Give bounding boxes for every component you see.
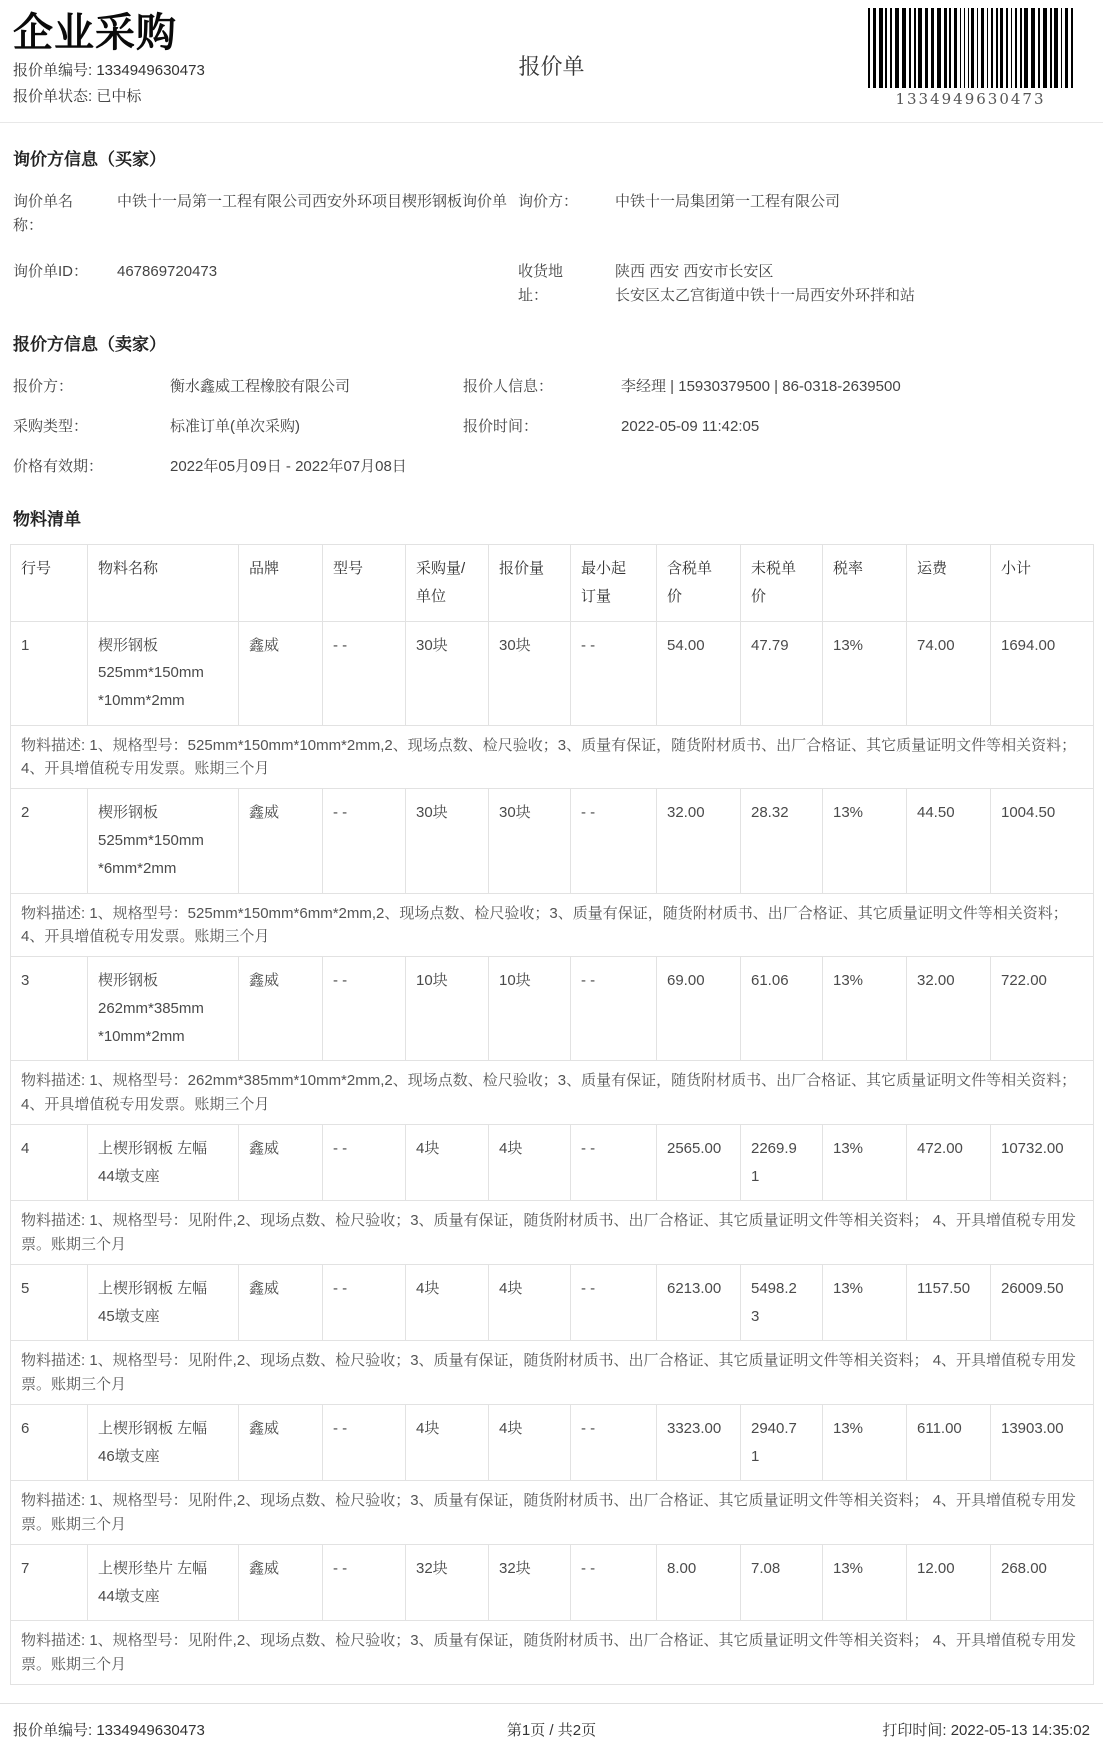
footer-print-label: 打印时间:	[882, 1721, 947, 1739]
cell-tax-rate: 13%	[823, 1544, 907, 1621]
quoter-field	[13, 375, 463, 399]
cell-material-name: 楔形钢板 525mm*150mm*10mm*2mm	[88, 621, 239, 725]
cell-model: - -	[323, 789, 406, 893]
cell-brand: 鑫威	[239, 1544, 323, 1621]
cell-quote-qty: 4块	[489, 1264, 571, 1341]
seller-section-title: 报价方信息（卖家）	[13, 335, 166, 354]
validity-label: 价格有效期：	[13, 458, 104, 475]
cell-material-name: 上楔形垫片 左幅44墩支座	[88, 1544, 239, 1621]
cell-subtotal: 722.00	[991, 957, 1094, 1061]
address-line-2: 长安区太乙宫街道中铁十一局西安外环拌和站	[615, 287, 916, 304]
quote-number-label: 报价单编号:	[13, 62, 93, 79]
cell-row-no: 2	[11, 789, 88, 893]
buyer-section	[0, 123, 1103, 308]
cell-material-name: 上楔形钢板 左幅45墩支座	[88, 1264, 239, 1341]
cell-row-no: 6	[11, 1404, 88, 1481]
barcode-bars	[868, 8, 1073, 88]
inquiry-id-label: 询价单ID：	[13, 263, 89, 280]
table-header-row	[11, 545, 1094, 622]
cell-tax-rate: 13%	[823, 957, 907, 1061]
col-freight: 运费	[907, 545, 991, 622]
seller-fields	[13, 375, 1090, 479]
buyer-section-title: 询价方信息（买家）	[13, 150, 166, 169]
cell-price-no-tax: 2940.71	[741, 1404, 823, 1481]
col-row-no: 行号	[11, 545, 88, 622]
company-logo: 企业采购	[13, 11, 177, 55]
material-description-row	[11, 1201, 1094, 1265]
inquirer-field	[518, 190, 1090, 238]
cell-min-order: - -	[571, 621, 657, 725]
cell-price-tax: 3323.00	[657, 1404, 741, 1481]
cell-tax-rate: 13%	[823, 1124, 907, 1201]
cell-material-name: 楔形钢板 525mm*150mm*6mm*2mm	[88, 789, 239, 893]
quoter-value: 衡水鑫威工程橡胶有限公司	[170, 378, 351, 395]
footer-print-value: 2022-05-13 14:35:02	[950, 1721, 1090, 1739]
cell-material-name: 上楔形钢板 左幅44墩支座	[88, 1124, 239, 1201]
cell-price-tax: 69.00	[657, 957, 741, 1061]
col-model: 型号	[323, 545, 406, 622]
validity-field	[13, 455, 463, 479]
page-title: 报价单	[518, 54, 585, 79]
cell-min-order: - -	[571, 1124, 657, 1201]
cell-purchase-qty: 4块	[406, 1404, 489, 1481]
cell-freight: 74.00	[907, 621, 991, 725]
cell-material-name: 楔形钢板 262mm*385mm*10mm*2mm	[88, 957, 239, 1061]
barcode	[868, 8, 1073, 108]
col-brand: 品牌	[239, 545, 323, 622]
cell-tax-rate: 13%	[823, 1404, 907, 1481]
cell-purchase-qty: 32块	[406, 1544, 489, 1621]
cell-brand: 鑫威	[239, 621, 323, 725]
address-value	[615, 260, 1090, 308]
cell-model: - -	[323, 1404, 406, 1481]
page-footer	[0, 1703, 1103, 1758]
cell-purchase-qty: 4块	[406, 1124, 489, 1201]
cell-brand: 鑫威	[239, 1124, 323, 1201]
cell-quote-qty: 30块	[489, 789, 571, 893]
cell-quote-qty: 10块	[489, 957, 571, 1061]
cell-model: - -	[323, 621, 406, 725]
contact-label: 报价人信息：	[463, 378, 554, 395]
cell-price-no-tax: 28.32	[741, 789, 823, 893]
cell-brand: 鑫威	[239, 789, 323, 893]
footer-quote-value: 1334949630473	[96, 1721, 205, 1739]
col-price-tax: 含税单价	[657, 545, 741, 622]
cell-purchase-qty: 10块	[406, 957, 489, 1061]
cell-purchase-qty: 30块	[406, 789, 489, 893]
cell-quote-qty: 4块	[489, 1124, 571, 1201]
barcode-number: 1334949630473	[895, 90, 1046, 108]
cell-row-no: 7	[11, 1544, 88, 1621]
cell-tax-rate: 13%	[823, 621, 907, 725]
cell-model: - -	[323, 1544, 406, 1621]
cell-price-tax: 6213.00	[657, 1264, 741, 1341]
cell-brand: 鑫威	[239, 957, 323, 1061]
col-min-order: 最小起订量	[571, 545, 657, 622]
inquiry-id-field	[13, 260, 518, 308]
inquiry-name-label: 询价单名称：	[13, 193, 74, 234]
footer-quote-label: 报价单编号:	[13, 1721, 93, 1739]
address-label: 收货地址：	[518, 263, 564, 304]
materials-table	[10, 544, 1094, 1685]
col-subtotal: 小计	[991, 545, 1094, 622]
quote-time-value: 2022-05-09 11:42:05	[621, 418, 760, 435]
quote-time-label: 报价时间：	[463, 418, 539, 435]
cell-min-order: - -	[571, 1264, 657, 1341]
material-description-row	[11, 1481, 1094, 1545]
cell-price-tax: 54.00	[657, 621, 741, 725]
cell-quote-qty: 32块	[489, 1544, 571, 1621]
cell-brand: 鑫威	[239, 1404, 323, 1481]
cell-model: - -	[323, 1124, 406, 1201]
cell-row-no: 3	[11, 957, 88, 1061]
cell-quote-qty: 30块	[489, 621, 571, 725]
col-quote-qty: 报价量	[489, 545, 571, 622]
cell-price-no-tax: 61.06	[741, 957, 823, 1061]
cell-price-no-tax: 47.79	[741, 621, 823, 725]
col-price-no-tax: 未税单价	[741, 545, 823, 622]
cell-tax-rate: 13%	[823, 1264, 907, 1341]
inquiry-name-value: 中铁十一局第一工程有限公司西安外环项目楔形钢板询价单	[117, 193, 508, 210]
quote-number-value: 1334949630473	[96, 62, 205, 79]
cell-purchase-qty: 30块	[406, 621, 489, 725]
cell-brand: 鑫威	[239, 1264, 323, 1341]
material-description-row	[11, 725, 1094, 789]
cell-model: - -	[323, 957, 406, 1061]
cell-freight: 32.00	[907, 957, 991, 1061]
cell-freight: 611.00	[907, 1404, 991, 1481]
material-description: 物料描述: 1、规格型号：525mm*150mm*6mm*2mm,2、现场点数、检尺验收；3、质量有保证，随货附材质书、出厂合格证、其它质量证明文件等相关资料； 4、开具增值税专用发票。账期三个月	[11, 893, 1094, 957]
cell-price-no-tax: 2269.91	[741, 1124, 823, 1201]
table-row	[11, 957, 1094, 1061]
inquirer-value: 中铁十一局集团第一工程有限公司	[615, 193, 841, 210]
col-material-name: 物料名称	[88, 545, 239, 622]
cell-min-order: - -	[571, 1404, 657, 1481]
cell-min-order: - -	[571, 957, 657, 1061]
footer-print-time	[882, 1719, 1090, 1740]
validity-value: 2022年05月09日 - 2022年07月08日	[170, 458, 407, 475]
cell-min-order: - -	[571, 789, 657, 893]
address-field	[518, 260, 1090, 308]
cell-tax-rate: 13%	[823, 789, 907, 893]
purchase-type-value: 标准订单(单次采购)	[170, 418, 300, 435]
inquiry-id-value: 467869720473	[117, 263, 218, 280]
material-description-row	[11, 1621, 1094, 1685]
footer-quote-number	[13, 1719, 205, 1740]
footer-page-indicator: 第1页 / 共2页	[506, 1721, 597, 1739]
material-description-row	[11, 1061, 1094, 1125]
inquirer-label: 询价方：	[518, 193, 579, 210]
cell-subtotal: 1004.50	[991, 789, 1094, 893]
quote-time-field	[463, 415, 1090, 439]
table-row	[11, 621, 1094, 725]
quote-status-value: 已中标	[96, 88, 142, 105]
cell-min-order: - -	[571, 1544, 657, 1621]
col-purchase-qty: 采购量/单位	[406, 545, 489, 622]
cell-subtotal: 1694.00	[991, 621, 1094, 725]
table-row	[11, 1124, 1094, 1201]
material-description: 物料描述: 1、规格型号：见附件,2、现场点数、检尺验收；3、质量有保证，随货附材质书、出厂合格证、其它质量证明文件等相关资料； 4、开具增值税专用发票。账期三个月	[11, 1201, 1094, 1265]
quoter-label: 报价方：	[13, 378, 74, 395]
cell-purchase-qty: 4块	[406, 1264, 489, 1341]
cell-price-no-tax: 7.08	[741, 1544, 823, 1621]
cell-model: - -	[323, 1264, 406, 1341]
material-description: 物料描述: 1、规格型号：见附件,2、现场点数、检尺验收；3、质量有保证，随货附材质书、出厂合格证、其它质量证明文件等相关资料； 4、开具增值税专用发票。账期三个月	[11, 1481, 1094, 1545]
material-description: 物料描述: 1、规格型号：见附件,2、现场点数、检尺验收；3、质量有保证，随货附材质书、出厂合格证、其它质量证明文件等相关资料； 4、开具增值税专用发票。账期三个月	[11, 1341, 1094, 1405]
cell-freight: 12.00	[907, 1544, 991, 1621]
cell-price-tax: 32.00	[657, 789, 741, 893]
cell-row-no: 5	[11, 1264, 88, 1341]
cell-freight: 44.50	[907, 789, 991, 893]
table-row	[11, 1264, 1094, 1341]
buyer-fields	[13, 190, 1090, 308]
quote-status-label: 报价单状态:	[13, 88, 93, 105]
materials-section	[0, 479, 1103, 1685]
address-line-1: 陕西 西安 西安市长安区	[615, 263, 774, 280]
material-description-row	[11, 893, 1094, 957]
table-row	[11, 789, 1094, 893]
materials-section-title: 物料清单	[13, 510, 81, 529]
contact-field	[463, 375, 1090, 399]
cell-row-no: 1	[11, 621, 88, 725]
cell-material-name: 上楔形钢板 左幅46墩支座	[88, 1404, 239, 1481]
cell-price-tax: 8.00	[657, 1544, 741, 1621]
inquiry-name-field	[13, 190, 518, 238]
contact-value: 李经理 | 15930379500 | 86-0318-2639500	[621, 378, 901, 395]
header	[0, 0, 1103, 122]
table-row	[11, 1544, 1094, 1621]
cell-subtotal: 10732.00	[991, 1124, 1094, 1201]
seller-section	[0, 308, 1103, 479]
cell-freight: 1157.50	[907, 1264, 991, 1341]
material-description: 物料描述: 1、规格型号：262mm*385mm*10mm*2mm,2、现场点数、检尺验收；3、质量有保证，随货附材质书、出厂合格证、其它质量证明文件等相关资料； 4、开具增值税专用发票。账期三个月	[11, 1061, 1094, 1125]
purchase-type-field	[13, 415, 463, 439]
cell-subtotal: 26009.50	[991, 1264, 1094, 1341]
cell-quote-qty: 4块	[489, 1404, 571, 1481]
cell-price-no-tax: 5498.23	[741, 1264, 823, 1341]
purchase-type-label: 采购类型：	[13, 418, 89, 435]
col-tax-rate: 税率	[823, 545, 907, 622]
material-description: 物料描述: 1、规格型号：见附件,2、现场点数、检尺验收；3、质量有保证，随货附材质书、出厂合格证、其它质量证明文件等相关资料； 4、开具增值税专用发票。账期三个月	[11, 1621, 1094, 1685]
cell-row-no: 4	[11, 1124, 88, 1201]
material-description: 物料描述: 1、规格型号：525mm*150mm*10mm*2mm,2、现场点数、检尺验收；3、质量有保证，随货附材质书、出厂合格证、其它质量证明文件等相关资料； 4、开具增值税专用发票。账期三个月	[11, 725, 1094, 789]
cell-subtotal: 268.00	[991, 1544, 1094, 1621]
cell-price-tax: 2565.00	[657, 1124, 741, 1201]
table-row	[11, 1404, 1094, 1481]
cell-freight: 472.00	[907, 1124, 991, 1201]
cell-subtotal: 13903.00	[991, 1404, 1094, 1481]
material-description-row	[11, 1341, 1094, 1405]
